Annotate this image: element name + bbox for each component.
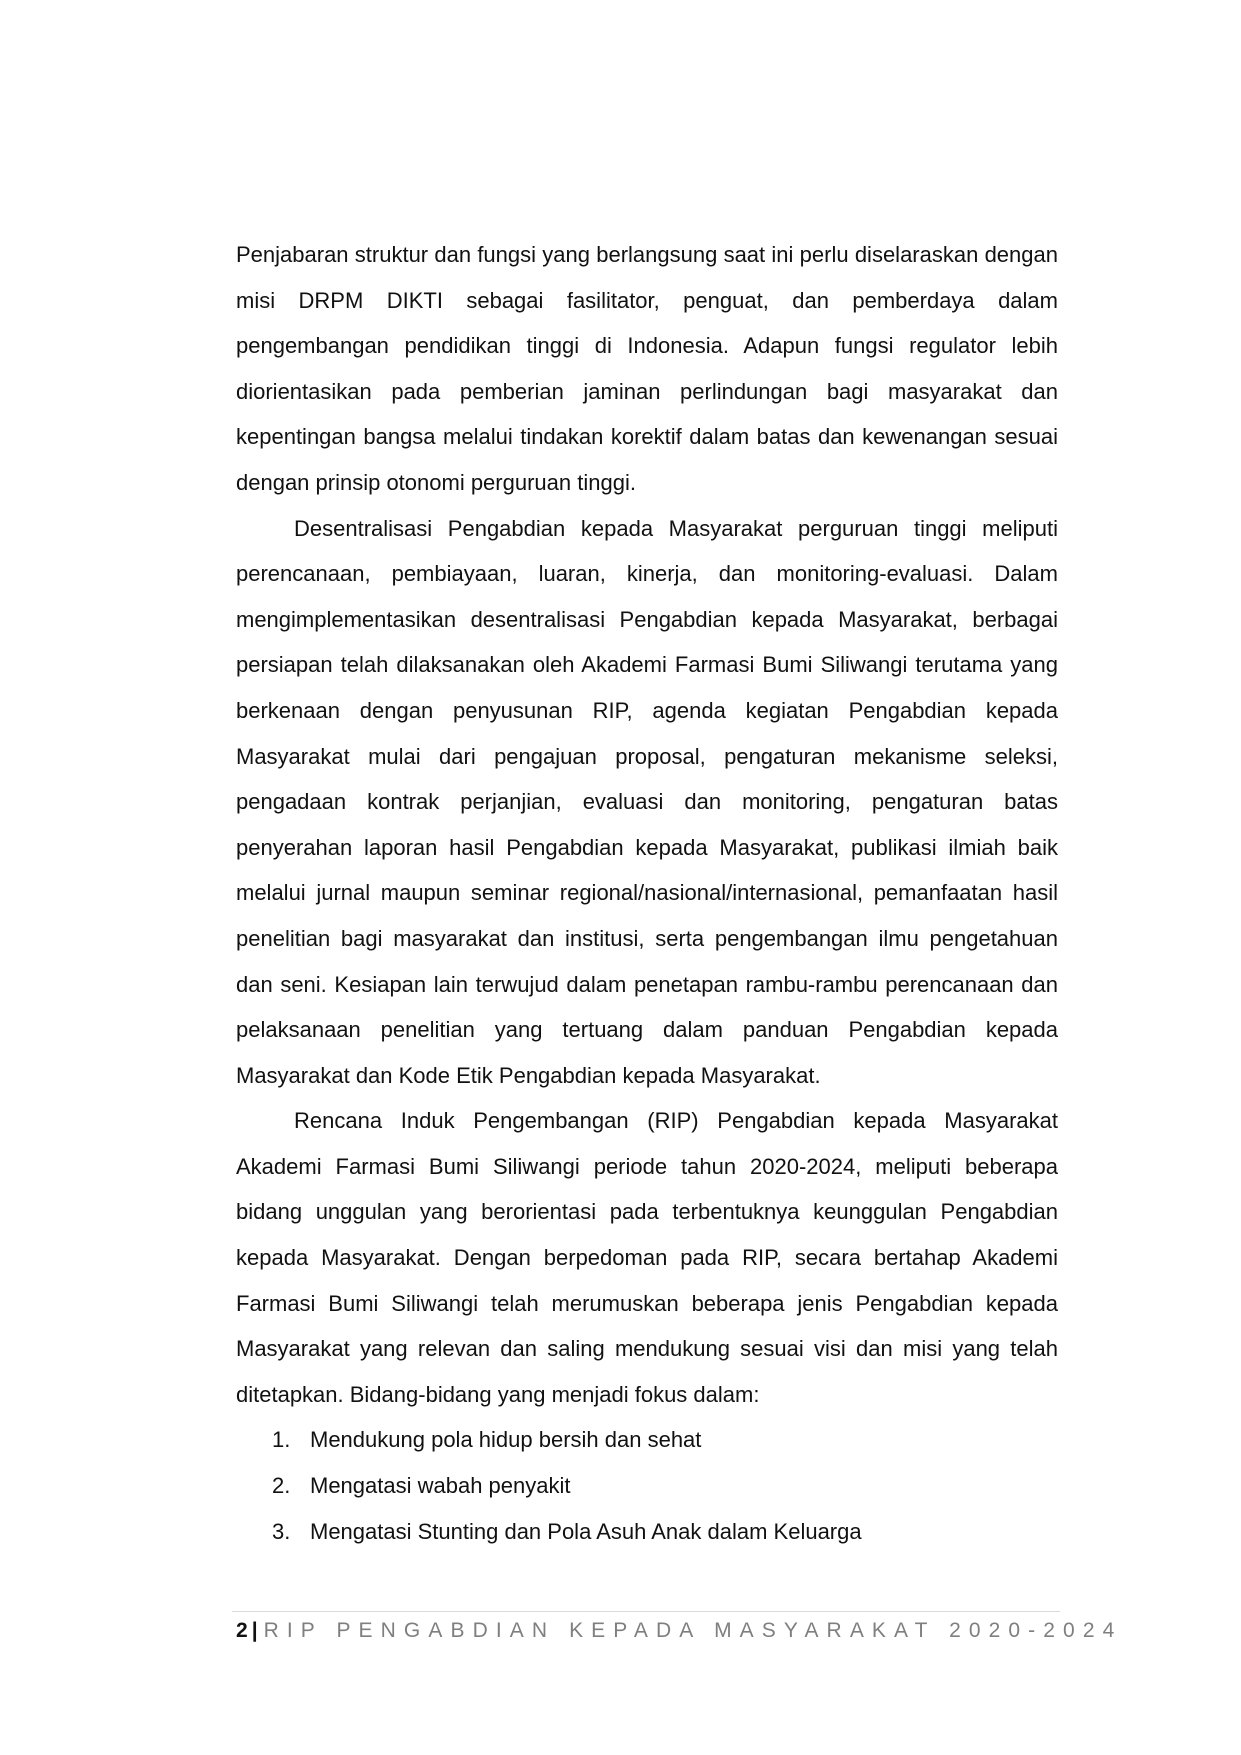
page-number: 2 <box>236 1619 248 1642</box>
list-item-number: 1. <box>272 1427 291 1453</box>
list-item <box>236 1509 1058 1555</box>
list-item-number: 3. <box>272 1518 291 1544</box>
footer-title: RIP PENGABDIAN KEPADA MASYARAKAT 2020-2024 <box>263 1619 1123 1642</box>
paragraph-decentralization: Desentralisasi Pengabdian kepada Masyarakat perguruan tinggi meliputi perencanaan, pembiayaan, luaran, kinerja, dan monitoring-evaluasi. Dalam mengimplementasikan desentralisasi Pengabdian kepada Masyarakat, berbagai persiapan telah dilaksanakan oleh Akademi Farmasi Bumi Siliwangi terutama yang berkenaan dengan penyusunan RIP, agenda kegiatan Pengabdian kepada Masyarakat mulai dari pengajuan proposal, pengaturan mekanisme seleksi, pengadaan kontrak perjanjian, evaluasi dan monitoring, pengaturan batas penyerahan laporan hasil Pengabdian kepada Masyarakat, publikasi ilmiah baik melalui jurnal maupun seminar regional/nasional/internasional, pemanfaatan hasil penelitian bagi masyarakat dan institusi, serta pengembangan ilmu pengetahuan dan seni. Kesiapan lain terwujud dalam penetapan rambu-rambu perencanaan dan pelaksanaan penelitian yang tertuang dalam panduan Pengabdian kepada Masyarakat dan Kode Etik Pengabdian kepada Masyarakat. <box>236 515 1058 1088</box>
list-item <box>236 1417 1058 1463</box>
list-item-number: 2. <box>272 1473 291 1499</box>
page-footer <box>236 1616 1122 1646</box>
footer-separator: | <box>251 1619 258 1642</box>
list-item-text: Mengatasi wabah penyakit <box>310 1473 571 1499</box>
paragraph-structure-function: Penjabaran struktur dan fungsi yang berlangsung saat ini perlu diselaraskan dengan misi DRPM DIKTI sebagai fasilitator, penguat, dan pemberdaya dalam pengembangan pendidikan tinggi di Indonesia. Adapun fungsi regulator lebih diorientasikan pada pemberian jaminan perlindungan bagi masyarakat dan kepentingan bangsa melalui tindakan korektif dalam batas dan kewenangan sesuai dengan prinsip otonomi perguruan tinggi. <box>236 242 1058 495</box>
body-text <box>236 232 1058 1554</box>
list-item <box>236 1463 1058 1509</box>
footer-divider <box>232 1611 1060 1612</box>
focus-area-list <box>236 1417 1058 1554</box>
list-item-text: Mengatasi Stunting dan Pola Asuh Anak dalam Keluarga <box>310 1518 862 1544</box>
list-item-text: Mendukung pola hidup bersih dan sehat <box>310 1427 702 1453</box>
paragraph-master-plan: Rencana Induk Pengembangan (RIP) Pengabdian kepada Masyarakat Akademi Farmasi Bumi Siliwangi periode tahun 2020-2024, meliputi beberapa bidang unggulan yang berorientasi pada terbentuknya keunggulan Pengabdian kepada Masyarakat. Dengan berpedoman pada RIP, secara bertahap Akademi Farmasi Bumi Siliwangi telah merumuskan beberapa jenis Pengabdian kepada Masyarakat yang relevan dan saling mendukung sesuai visi dan misi yang telah ditetapkan. Bidang-bidang yang menjadi fokus dalam: <box>236 1108 1058 1407</box>
